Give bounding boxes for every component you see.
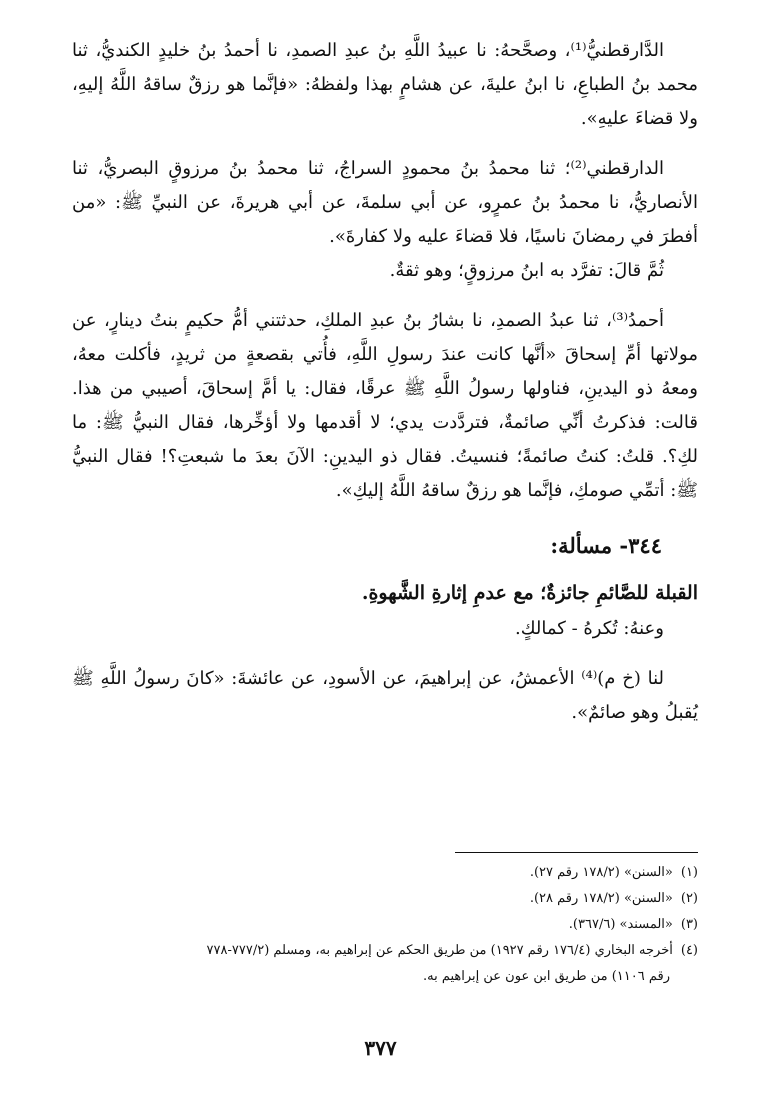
footnote-number: (٣) [680, 917, 698, 932]
footnote-number: (٢) [680, 891, 698, 906]
paragraph-daraqutni-2: الدارقطني⁽²⁾؛ ثنا محمدُ بنُ محمودٍ السراجُ، ثنا محمدُ بنُ مرزوقٍ البصريُّ، ثنا الأنصاريُّ، نا محمدُ بنُ عمرٍو، عن أبي سلمةَ، عن أبي هريرةَ، عن النبيِّ ﷺ: «من أفطرَ في رمضانَ ناسيًا، فلا قضاءَ عليه ولا كفارةَ». [72, 158, 698, 247]
page-number: ٣٧٧ [364, 1036, 397, 1060]
footnote-text: «المسند» (٣٦٧/٦). [568, 917, 673, 932]
footnote-1 [72, 860, 698, 886]
paragraph-ahmad: أحمدُ⁽³⁾، ثنا عبدُ الصمدِ، نا بشارُ بنُ عبدِ الملكِ، حدثتني أمُّ حكيمٍ بنتُ دينارٍ، عن مولاتها أمِّ إسحاقَ «أنَّها كانت عندَ رسولِ اللَّهِ، فأُتي بقصعةٍ من ثريدٍ، فأكلت معهُ، ومعهُ ذو اليدينِ، فناولها رسولُ اللَّهِ ﷺ عرقًا، فقال: يا أمَّ إسحاقَ، أصيبي من هذا. قالت: فذكرتُ أنِّي صائمةٌ، فتردَّدت يدي؛ لا أقدمها ولا أؤخِّرها، فقال النبيُّ ﷺ: ما لكِ؟. قلتُ: كنتُ صائمةً؛ فنسيتُ. فقال ذو اليدينِ: الآنَ بعدَ ما شبعتِ؟! فقال النبيُّ ﷺ: أتمِّي صومكِ، فإنَّما هو رزقٌ ساقهُ اللَّهُ إليكِ». [72, 310, 698, 501]
footnote-text: «السنن» (١٧٨/٢ رقم ٢٧). [529, 865, 673, 880]
main-text [72, 34, 698, 730]
footnote-text: أخرجه البخاري (١٧٦/٤ رقم ١٩٢٧) من طريق الحكم عن إبراهيم به، ومسلم (٧٧٧/٢-٧٧٨ [206, 943, 673, 958]
paragraph-daraqutni-1: الدَّارقطنيُّ⁽¹⁾، وصحَّحهُ: نا عبيدُ اللَّهِ بنُ عبدِ الصمدِ، نا أحمدُ بنُ خليدٍ الكنديُّ، ثنا محمد بنُ الطباعِ، نا ابنُ عليةَ، عن هشامٍ بهذا ولفظهُ: «فإنَّما هو رزقٌ ساقهُ اللَّهُ إليهِ، ولا قضاءَ عليهِ». [72, 40, 698, 129]
section-subheading: القبلة للصَّائمِ جائزةٌ؛ مع عدمِ إثارةِ الشَّهوةِ. [361, 582, 698, 604]
footnote-number: (١) [680, 865, 698, 880]
footnote-number: (٤) [680, 943, 698, 958]
footnote-2 [72, 886, 698, 912]
paragraph-tafarrada: ثُمَّ قالَ: تفرَّد به ابنُ مرزوقٍ؛ وهو ثقةٌ. [389, 260, 664, 281]
footnote-text: «السنن» (١٧٨/٢ رقم ٢٨). [529, 891, 673, 906]
footnotes [72, 860, 698, 990]
paragraph-lana: لنا (خ م)⁽⁴⁾ الأعمشُ، عن إبراهيمَ، عن الأسودِ، عن عائشةَ: «كانَ رسولُ اللَّهِ ﷺ يُقبلُ وهو صائمٌ». [72, 668, 698, 723]
footnote-4 [72, 938, 698, 964]
footnote-rule [455, 852, 698, 853]
section-heading: ٣٤٤- مسألة: [550, 533, 662, 558]
footnote-4-continuation: رقم ١١٠٦) من طريق ابن عون عن إبراهيم به. [422, 969, 670, 984]
paragraph-wa-anhu: وعنهُ: تُكرهُ - كمالكٍ. [515, 618, 664, 639]
footnote-3 [72, 912, 698, 938]
